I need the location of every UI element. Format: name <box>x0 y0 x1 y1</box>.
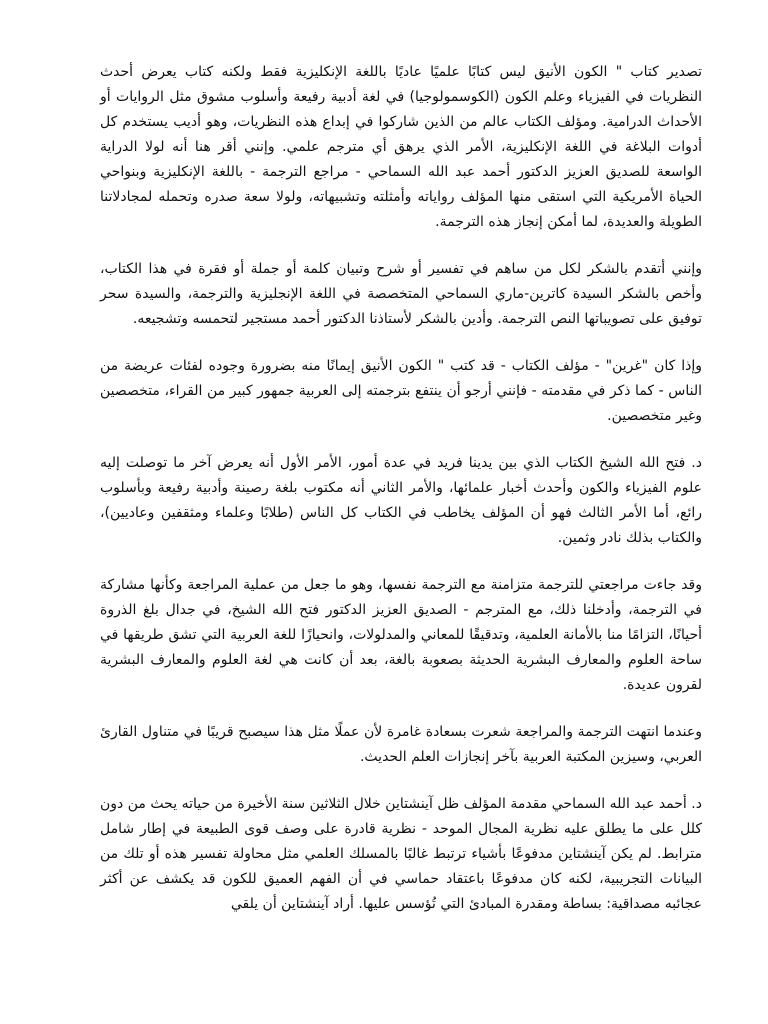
paragraph-review-process: وقد جاءت مراجعتي للترجمة متزامنة مع الترجمة نفسها، وهو ما جعل من عملية المراجعة وكأنها مشاركة في الترجمة، وأدخلنا ذلك، مع المترجم - الصديق العزيز الدكتور فتح الله الشيخ، في جدال بلغ الذروة أحيانًا، التزامًا منا بالأمانة العلمية، وتدقيقًا للمعاني والمدلولات، وانحيازًا للغة العربية التي تشق طريقها في ساحة العلوم والمعارف البشرية الحديثة بصعوبة بالغة، بعد أن كانت هي لغة العلوم والمعارف البشرية لقرون عديدة. <box>100 577 702 693</box>
document-body <box>100 60 702 939</box>
paragraph-acknowledgements: وإنني أتقدم بالشكر لكل من ساهم في تفسير أو شرح وتبيان كلمة أو جملة أو فقرة في هذا الكتاب، وأخص بالشكر السيدة كاترين-ماري السماحي المتخصصة في اللغة الإنجليزية والترجمة، والسيدة سحر توفيق على تصويباتها النص الترجمة. وأدين بالشكر لأستاذنا الدكتور أحمد مستجير لتحمسه وتشجيعه. <box>100 261 702 327</box>
paragraph-review-conclusion: وعندما انتهت الترجمة والمراجعة شعرت بسعادة غامرة لأن عملًا مثل هذا سيصبح قريبًا في متناول القارئ العربي، وسيزين المكتبة العربية بآخر إنجازات العلم الحديث. <box>100 724 702 765</box>
paragraph-audience-hope: وإذا كان "غرين" - مؤلف الكتاب - قد كتب " الكون الأنيق إيمانًا منه بضرورة وجوده لفئات عريضة من الناس - كما ذكر في مقدمته - فإنني أرجو أن ينتفع بترجمته إلى العربية جمهور كبير من القراء، متخصصين وغير متخصصين. <box>100 358 702 424</box>
paragraph-translator-preface: تصدير كتاب " الكون الأنيق ليس كتابًا علميًا عاديًا باللغة الإنكليزية فقط ولكنه كتاب يعرض أحدث النظريات في الفيزياء وعلم الكون (الكوسمولوجيا) في لغة أدبية رفيعة وأسلوب مشوق مثل الروايات أو الأحداث الدرامية. ومؤلف الكتاب عالم من الذين شاركوا في إبداع هذه النظريات، وهو أديب يستخدم كل أدوات البلاغة في اللغة الإنكليزية، الأمر الذي يرهق أي مترجم علمي. وإنني أقر هنا أنه لولا الدراية الواسعة للصديق العزيز الدكتور أحمد عبد الله السماحي - مراجع الترجمة - باللغة الإنكليزية وبنواحي الحياة الأمريكية التي استقى منها المؤلف رواياته وأمثلته وتشبيهاته، ولولا سعة صدره وتحمله لمجادلاتنا الطويلة والعديدة، لما أمكن إنجاز هذه الترجمة. <box>100 64 702 230</box>
paragraph-author-introduction: د. أحمد عبد الله السماحي مقدمة المؤلف ظل آينشتاين خلال الثلاثين سنة الأخيرة من حياته يحث من دون كلل على ما يطلق عليه نظرية المجال الموحد - نظرية قادرة على وصف قوى الطبيعة في إطار شامل مترابط. لم يكن آينشتاين مدفوعًا بأشياء ترتبط غالبًا بالمسلك العلمي مثل محاولة تفسير هذه أو تلك من البيانات التجريبية، لكنه كان مدفوعًا باعتقاد حماسي في أن الفهم العميق للكون قد يكشف عن أكثر عجائبه مصداقية: بساطة ومقدرة المبادئ التي تُؤسس عليها. أراد آينشتاين أن يلقي <box>100 796 702 912</box>
paragraph-reviewer-intro: د. فتح الله الشيخ الكتاب الذي بين يدينا فريد في عدة أمور، الأمر الأول أنه يعرض آخر ما توصلت إليه علوم الفيزياء والكون وأحدث أخبار علمائها، والأمر الثاني أنه مكتوب بلغة رصينة وأدبية رفيعة وبأسلوب رائع، أما الأمر الثالث فهو أن المؤلف يخاطب في الكتاب كل الناس (طلابًا وعلماء ومثقفين وعاديين)، والكتاب بذلك نادر وثمين. <box>100 455 702 546</box>
